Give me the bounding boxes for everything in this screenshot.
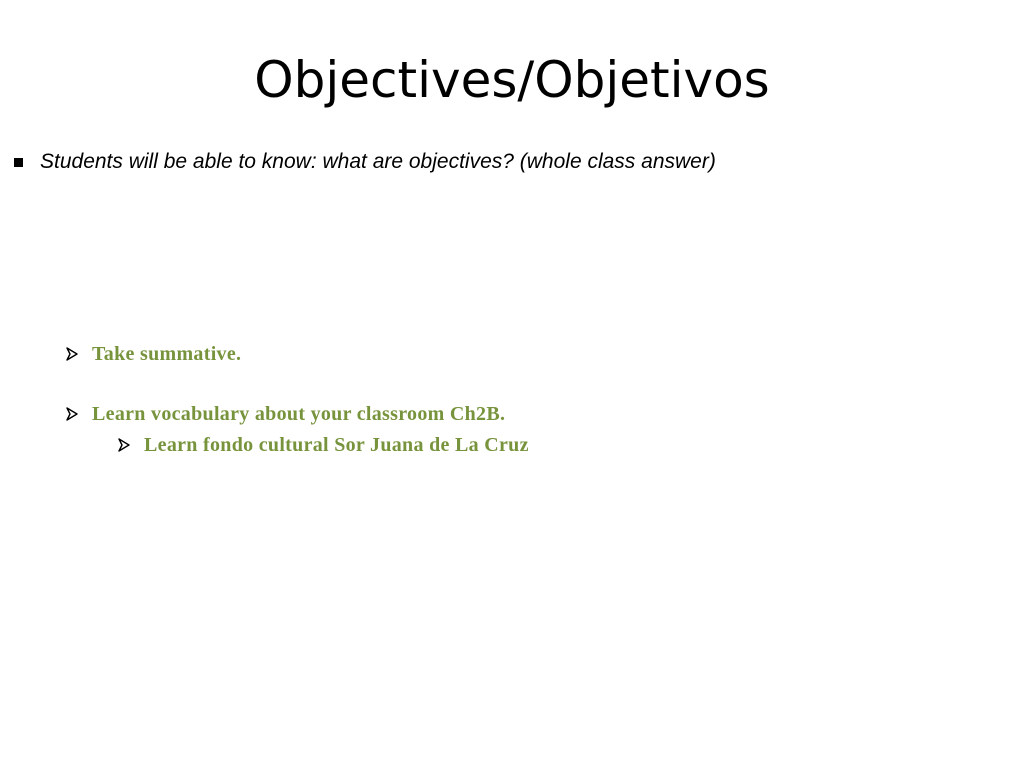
main-bullet xyxy=(14,146,1004,178)
square-bullet-icon xyxy=(14,158,23,167)
list-item xyxy=(116,431,529,459)
arrow-bullet-icon xyxy=(116,437,132,453)
main-bullet-text: Students will be able to know: what are objectives? (whole class answer) xyxy=(40,150,716,173)
list-item xyxy=(64,400,505,428)
arrow-bullet-icon xyxy=(64,346,80,362)
list-item-text: Take summative. xyxy=(92,342,242,365)
slide-title: Objectives/Objetivos xyxy=(254,51,770,109)
list-item-text: Learn vocabulary about your classroom Ch2B. xyxy=(92,402,506,425)
list-item-text: Learn fondo cultural Sor Juana de La Cruz xyxy=(144,433,529,456)
list-item xyxy=(64,340,241,368)
arrow-bullet-icon xyxy=(64,406,80,422)
